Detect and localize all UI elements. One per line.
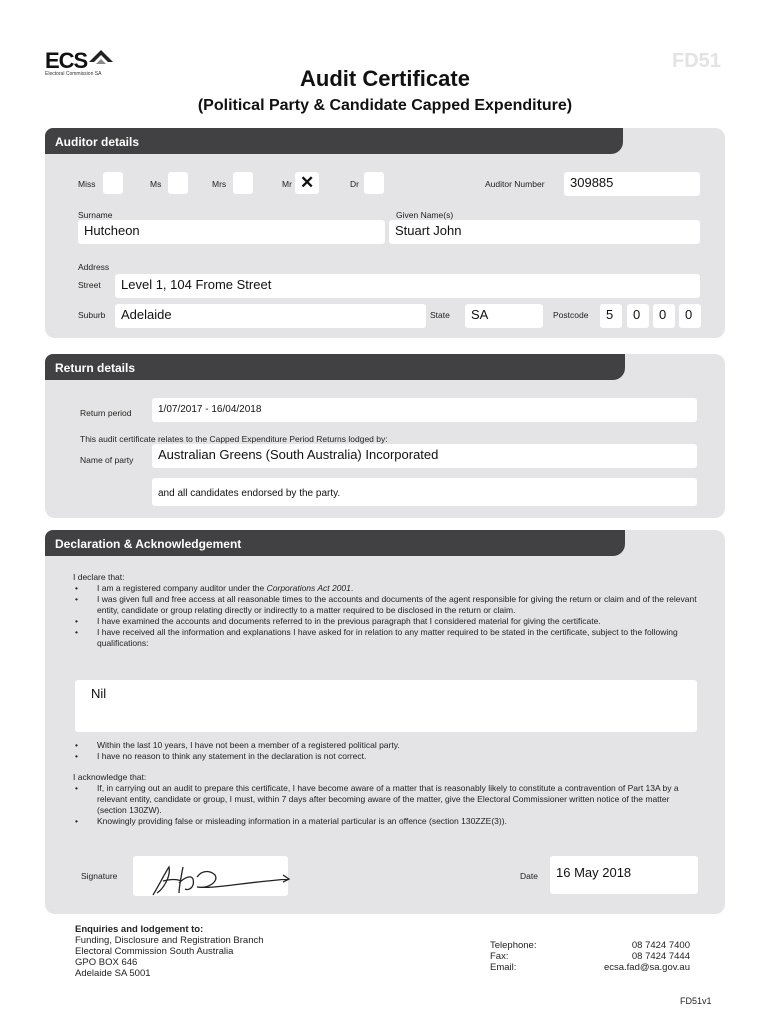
telephone-value: 08 7424 7400	[631, 940, 690, 951]
logo-text: ECS	[45, 48, 88, 73]
email-label: Email:	[490, 962, 517, 973]
date-label: Date	[520, 871, 538, 881]
date-field[interactable]: 16 May 2018	[550, 856, 698, 894]
page-title: Audit Certificate	[300, 66, 470, 91]
declaration-item: • I have received all the information and explanations I have asked for in relation to any matter required to be stated in the certificate, subject to the following qualifications:	[73, 627, 697, 649]
return-details-panel	[45, 354, 725, 518]
auditor-details-heading: Auditor details	[45, 128, 623, 154]
surname-field[interactable]: Hutcheon	[78, 220, 385, 244]
given-names-field[interactable]: Stuart John	[389, 220, 700, 244]
page-subtitle: (Political Party & Candidate Capped Expenditure)	[197, 97, 573, 114]
relates-text: This audit certificate relates to the Capped Expenditure Period Returns lodged by:	[80, 434, 388, 444]
suburb-field[interactable]: Adelaide	[115, 304, 426, 328]
declaration-panel	[45, 530, 725, 914]
acknowledge-intro: I acknowledge that:	[73, 772, 147, 782]
telephone-label: Telephone:	[490, 940, 537, 951]
return-period-field[interactable]: 1/07/2017 - 16/04/2018	[152, 398, 697, 422]
title-label-miss: Miss	[78, 179, 96, 189]
form-version: FD51v1	[680, 996, 712, 1006]
given-names-label: Given Name(s)	[396, 210, 454, 220]
footer-address-line: Funding, Disclosure and Registration Branch	[75, 935, 264, 946]
title-label-ms: Ms	[150, 179, 162, 189]
postcode-digit[interactable]: 5	[600, 304, 622, 328]
return-period-label: Return period	[80, 408, 132, 418]
footer-heading: Enquiries and lodgement to:	[75, 924, 204, 935]
logo-subtitle: Electoral Commission SA	[45, 71, 102, 77]
auditor-number-field[interactable]: 309885	[564, 172, 700, 196]
postcode-digit[interactable]: 0	[679, 304, 701, 328]
act-name: Corporations Act 2001	[266, 583, 351, 593]
title-label-mr: Mr	[282, 179, 292, 189]
return-details-heading: Return details	[45, 354, 625, 380]
declaration-item: • I have no reason to think any statement in the declaration is not correct.	[73, 751, 697, 762]
title-checkbox-ms[interactable]	[168, 172, 188, 194]
footer-address-line: GPO BOX 646	[75, 957, 138, 968]
declaration-text	[73, 572, 697, 649]
street-label: Street	[78, 280, 101, 290]
qualifications-field[interactable]: Nil	[75, 680, 697, 732]
postcode-digit[interactable]: 0	[653, 304, 675, 328]
state-field[interactable]: SA	[465, 304, 543, 328]
title-label-mrs: Mrs	[212, 179, 227, 189]
postcode-label: Postcode	[553, 310, 589, 320]
title-checkbox-mrs[interactable]	[233, 172, 253, 194]
declaration-item: • I was given full and free access at all reasonable times to the accounts and documents of the agent responsible for giving the return or claim and of the relevant entity, candidate or group relating directly or indirectly to a matter required to be disclosed in the return or claim.	[73, 594, 697, 616]
title-checkbox-mr[interactable]: ✕	[295, 172, 319, 194]
declaration-item: • I have examined the accounts and documents referred to in the previous paragraph that I considered material for giving the certificate.	[73, 616, 697, 627]
acknowledgement-item: • If, in carrying out an audit to prepare this certificate, I have become aware of a matter that is reasonably likely to constitute a contravention of Part 13A by a relevant entity, candidate or group, I must, within 7 days after becoming aware of the matter, give the Electoral Commissioner written notice of the matter (section 130ZW).	[73, 783, 697, 816]
fax-value: 08 7424 7444	[631, 951, 690, 962]
declaration-item: • I am a registered company auditor under the Corporations Act 2001.	[73, 583, 697, 594]
signature-icon	[139, 859, 294, 899]
declare-intro: I declare that:	[73, 572, 125, 582]
footer-contacts	[490, 940, 690, 973]
footer-address-line: Electoral Commission South Australia	[75, 946, 234, 957]
party-label: Name of party	[80, 455, 134, 465]
acknowledgement-item: • Knowingly providing false or misleading information in a material particular is an offence (section 130ZZE(3)).	[73, 816, 697, 827]
declaration-heading: Declaration & Acknowledgement	[45, 530, 625, 556]
footer-address	[75, 924, 335, 979]
footer-address-line: Adelaide SA 5001	[75, 968, 151, 979]
auditor-number-label: Auditor Number	[485, 179, 545, 189]
candidates-field[interactable]: and all candidates endorsed by the party.	[152, 478, 697, 506]
state-label: State	[430, 310, 450, 320]
street-field[interactable]: Level 1, 104 Frome Street	[115, 274, 700, 298]
title-checkbox-miss[interactable]	[103, 172, 123, 194]
signature-field[interactable]	[133, 856, 288, 896]
declaration-item: • Within the last 10 years, I have not been a member of a registered political party.	[73, 740, 697, 751]
declaration-text-2	[73, 740, 697, 827]
signature-label: Signature	[81, 871, 118, 881]
email-value: ecsa.fad@sa.gov.au	[603, 962, 690, 973]
party-field[interactable]: Australian Greens (South Australia) Incorporated	[152, 444, 697, 468]
auditor-details-panel	[45, 128, 725, 338]
form-code: FD51	[672, 50, 721, 72]
title-label-dr: Dr	[350, 179, 359, 189]
address-label: Address	[78, 262, 110, 272]
fax-label: Fax:	[490, 951, 509, 962]
surname-label: Surname	[78, 210, 113, 220]
suburb-label: Suburb	[78, 310, 106, 320]
postcode-digit[interactable]: 0	[627, 304, 649, 328]
title-checkbox-dr[interactable]	[364, 172, 384, 194]
